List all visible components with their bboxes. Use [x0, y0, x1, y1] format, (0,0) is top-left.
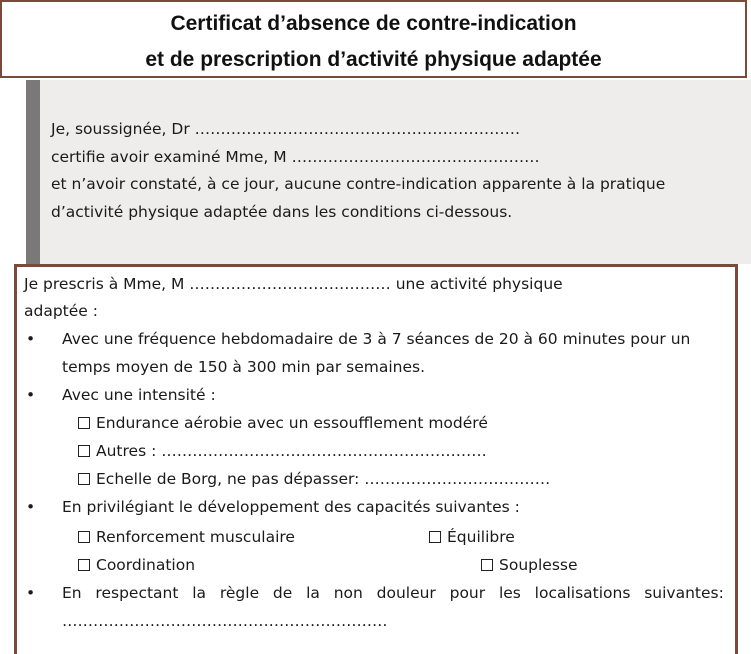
- pain-rule-word: de: [272, 584, 293, 602]
- intensity-option-endurance[interactable]: [78, 414, 488, 432]
- pain-rule-word: respectant: [95, 584, 179, 602]
- checkbox-icon[interactable]: [78, 417, 90, 429]
- certification-patient-line: certifie avoir examiné Mme, M …………………………………………: [51, 148, 540, 166]
- capacity-souplesse[interactable]: [481, 556, 578, 574]
- document-title-line-1: Certificat d’absence de contre-indication: [170, 12, 577, 35]
- capacity-label: Coordination: [96, 556, 196, 574]
- bullet-frequency: •: [26, 330, 36, 348]
- capacity-equilibre[interactable]: [429, 528, 515, 546]
- bullet-pain-rule: •: [26, 584, 36, 602]
- capacity-renforcement[interactable]: [78, 528, 295, 546]
- pain-rule-word: la: [192, 584, 207, 602]
- pain-rule-line-1: [62, 584, 724, 602]
- certification-statement-line: et n’avoir constaté, à ce jour, aucune contre-indication apparente à la pratique: [51, 175, 666, 193]
- checkbox-icon[interactable]: [78, 445, 90, 457]
- intensity-option-autres[interactable]: [78, 442, 487, 460]
- frequency-line-2: temps moyen de 150 à 300 min par semaines.: [62, 358, 426, 376]
- pain-rule-word: les: [498, 584, 521, 602]
- frequency-line-1: Avec une fréquence hebdomadaire de 3 à 7 séances de 20 à 60 minutes pour un: [62, 330, 691, 348]
- checkbox-icon[interactable]: [78, 531, 90, 543]
- checkbox-icon[interactable]: [78, 559, 90, 571]
- intensity-option-label: Endurance aérobie avec un essoufflement modéré: [96, 414, 488, 432]
- certification-section: [26, 80, 751, 264]
- pain-rule-word: pour: [449, 584, 486, 602]
- certification-conditions-line: d’activité physique adaptée dans les conditions ci-dessous.: [51, 203, 513, 221]
- prescription-intro-line-2: adaptée :: [24, 302, 98, 320]
- capacity-coordination[interactable]: [78, 556, 195, 574]
- intensity-option-label: Autres : ………………………………………………………: [96, 442, 487, 460]
- title-box: [0, 0, 747, 78]
- intensity-label: Avec une intensité :: [62, 386, 216, 404]
- pain-rule-word: règle: [219, 584, 260, 602]
- bullet-capacities: •: [26, 498, 36, 516]
- pain-rule-word: la: [306, 584, 320, 602]
- pain-rule-line-2: ………………………………………………………: [62, 612, 388, 630]
- intensity-option-label: Echelle de Borg, ne pas dépasser: ………………………………: [96, 470, 551, 488]
- checkbox-icon[interactable]: [78, 473, 90, 485]
- pain-rule-word: suivantes:: [644, 584, 724, 602]
- checkbox-icon[interactable]: [429, 531, 441, 543]
- capacity-label: Souplesse: [499, 556, 578, 574]
- document-title-line-2: et de prescription d’activité physique adaptée: [145, 48, 602, 71]
- pain-rule-word: En: [62, 584, 82, 602]
- bullet-intensity: •: [26, 386, 36, 404]
- section-accent-bar: [26, 80, 40, 264]
- pain-rule-word: non: [333, 584, 363, 602]
- capacities-label: En privilégiant le développement des capacités suivantes :: [62, 498, 520, 516]
- checkbox-icon[interactable]: [481, 559, 493, 571]
- capacity-label: Équilibre: [447, 528, 515, 546]
- pain-rule-word: localisations: [534, 584, 631, 602]
- prescription-intro-line-1: Je prescris à Mme, M ………………………………… une activité physique: [24, 275, 563, 293]
- certification-doctor-line: Je, soussignée, Dr ………………………………………………………: [51, 120, 521, 138]
- capacity-label: Renforcement musculaire: [96, 528, 295, 546]
- intensity-option-borg[interactable]: [78, 470, 550, 488]
- pain-rule-word: douleur: [376, 584, 436, 602]
